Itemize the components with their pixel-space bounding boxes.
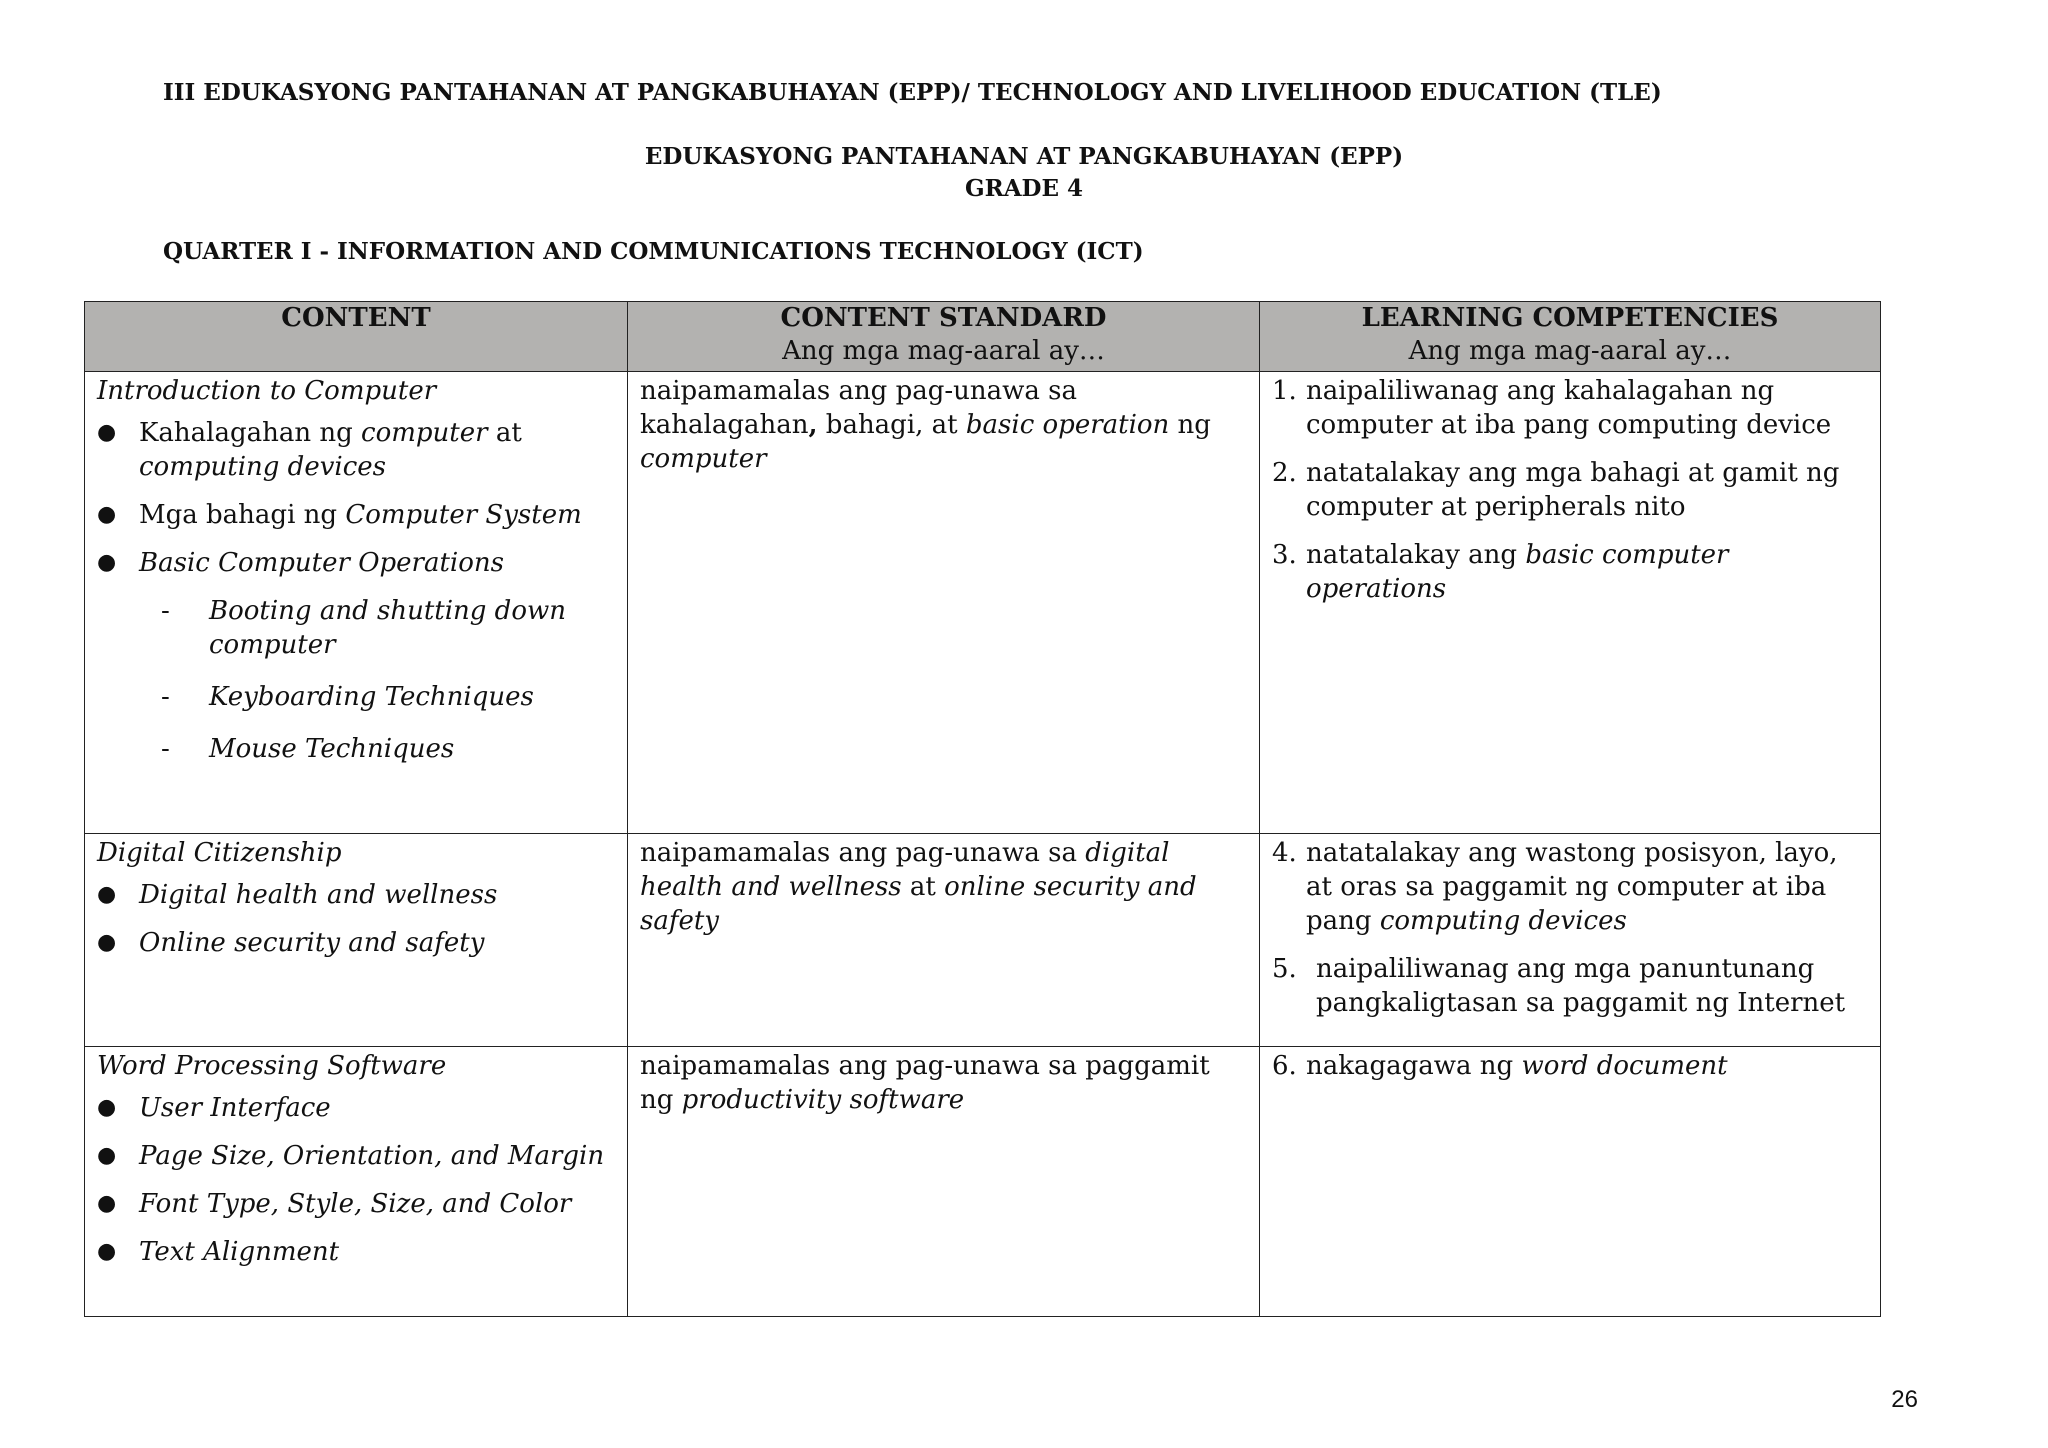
standard-cell: naipamamalas ang pag-unawa sa paggamit ng productivity software xyxy=(628,1047,1260,1317)
bullet-icon: ● xyxy=(97,420,117,445)
competency-item: 2. natatalakay ang mga bahagi at gamit ng computer at peripherals nito xyxy=(1272,458,1840,522)
competency-item: 5. naipaliliwanag ang mga panuntunang pangkaligtasan sa paggamit ng Internet xyxy=(1272,954,1846,1018)
sub-list-item: - Keyboarding Techniques xyxy=(161,682,534,712)
list-item: ● Online security and safety xyxy=(97,928,485,958)
list-item: ● Font Type, Style, Size, and Color xyxy=(97,1189,572,1219)
competency-item: 6. nakagagawa ng word document xyxy=(1272,1051,1728,1081)
bullet-icon: ● xyxy=(97,882,117,907)
table-row xyxy=(85,1047,1881,1317)
content-title: Word Processing Software xyxy=(97,1051,447,1081)
competency-item: 3. natatalakay ang basic computer operations xyxy=(1272,540,1729,604)
bullet-icon: ● xyxy=(97,1143,117,1168)
bullet-icon: ● xyxy=(97,502,117,527)
section-title: III EDUKASYONG PANTAHANAN AT PANGKABUHAYAN (EPP)/ TECHNOLOGY AND LIVELIHOOD EDUCATION (TLE) xyxy=(163,79,1662,106)
column-title: CONTENT xyxy=(281,303,431,333)
list-item: ● Mga bahagi ng Computer System xyxy=(97,500,582,530)
competencies-cell xyxy=(1260,834,1881,1047)
page-number: 26 xyxy=(1891,1386,1918,1413)
standard-cell: naipamamalas ang pag-unawa sa kahalagahan, bahagi, at basic operation ng computer xyxy=(628,372,1260,834)
bullet-icon: ● xyxy=(97,1239,117,1264)
table-row xyxy=(85,834,1881,1047)
column-title: CONTENT STANDARD xyxy=(780,303,1107,333)
sub-list-item: - Booting and shutting down computer xyxy=(161,596,566,660)
list-item: ● Digital health and wellness xyxy=(97,880,498,910)
sub-list-item: - Mouse Techniques xyxy=(161,734,455,764)
grade-label: GRADE 4 xyxy=(964,175,1084,202)
content-title: Digital Citizenship xyxy=(97,838,342,868)
bullet-icon: ● xyxy=(97,930,117,955)
column-subtitle: Ang mga mag-aaral ay… xyxy=(782,336,1105,366)
standard-cell: naipamamalas ang pag-unawa sa digital health and wellness at online security and safety xyxy=(628,834,1260,1047)
content-cell xyxy=(85,1047,628,1317)
competency-item: 1. naipaliliwanag ang kahalagahan ng computer at iba pang computing device xyxy=(1272,376,1832,440)
list-item: ● User Interface xyxy=(97,1093,331,1123)
bullet-icon: ● xyxy=(97,1191,117,1216)
list-item: ● Text Alignment xyxy=(97,1237,340,1267)
content-title: Introduction to Computer xyxy=(97,376,437,406)
table-header-row xyxy=(85,302,1881,372)
content-cell xyxy=(85,372,628,834)
competencies-cell xyxy=(1260,1047,1881,1317)
quarter-title: QUARTER I - INFORMATION AND COMMUNICATIONS TECHNOLOGY (ICT) xyxy=(163,238,1144,265)
competencies-cell xyxy=(1260,372,1881,834)
competency-item: 4. natatalakay ang wastong posisyon, layo, at oras sa paggamit ng computer at iba pang computing devices xyxy=(1272,838,1838,936)
list-item: ● Basic Computer Operations xyxy=(97,548,504,578)
list-item: ● Kahalagahan ng computer at computing devices xyxy=(97,418,522,482)
column-title: LEARNING COMPETENCIES xyxy=(1361,303,1779,333)
column-header-content xyxy=(85,302,628,372)
content-cell xyxy=(85,834,628,1047)
list-item: ● Page Size, Orientation, and Margin xyxy=(97,1141,605,1171)
column-subtitle: Ang mga mag-aaral ay… xyxy=(1408,336,1732,366)
curriculum-table xyxy=(84,301,1881,1317)
column-header-competencies xyxy=(1260,302,1881,372)
bullet-icon: ● xyxy=(97,1095,117,1120)
table-row xyxy=(85,372,1881,834)
column-header-standard xyxy=(628,302,1260,372)
subject-title: EDUKASYONG PANTAHANAN AT PANGKABUHAYAN (EPP) xyxy=(644,143,1404,170)
bullet-icon: ● xyxy=(97,550,117,575)
